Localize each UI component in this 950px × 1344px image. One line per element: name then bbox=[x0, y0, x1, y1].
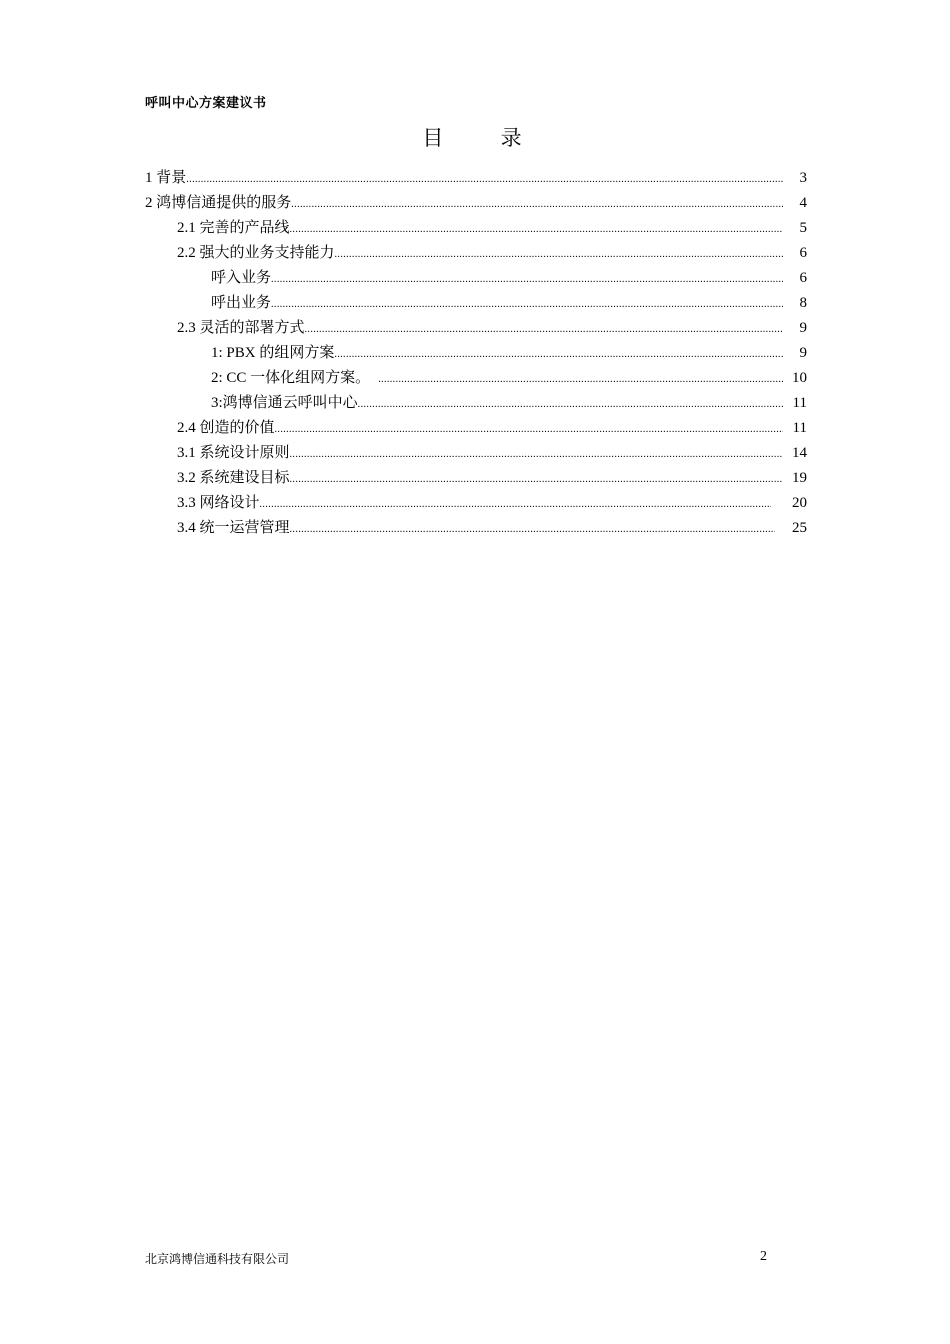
toc-entry-page: 14 bbox=[792, 445, 807, 461]
toc-entry[interactable] bbox=[145, 191, 807, 215]
toc-entry[interactable] bbox=[177, 416, 807, 440]
running-footer: 北京鸿博信通科技有限公司 bbox=[145, 1252, 290, 1266]
toc-entry-label: 3.3 网络设计 bbox=[177, 495, 260, 511]
toc-entry-page: 9 bbox=[799, 345, 807, 361]
toc-title: 目 录 bbox=[422, 126, 548, 150]
toc-entry-page: 4 bbox=[799, 195, 807, 211]
toc-leader-dots bbox=[334, 341, 783, 367]
toc-entry[interactable] bbox=[177, 441, 807, 465]
toc-leader-dots bbox=[290, 441, 783, 467]
toc-entry-label: 呼入业务 bbox=[211, 270, 272, 286]
toc-entry-page: 5 bbox=[799, 220, 807, 236]
toc-entry-page: 8 bbox=[799, 295, 807, 311]
toc-leader-dots bbox=[291, 191, 783, 217]
toc-entry-page: 9 bbox=[799, 320, 807, 336]
toc-entry[interactable] bbox=[145, 166, 807, 190]
toc-leader-dots bbox=[290, 516, 775, 542]
toc-entry-label: 2: CC 一体化组网方案。 bbox=[211, 370, 371, 386]
toc-entry[interactable] bbox=[177, 491, 807, 515]
toc-leader-dots bbox=[260, 491, 771, 517]
toc-entry[interactable] bbox=[211, 291, 807, 315]
running-header: 呼叫中心方案建议书 bbox=[145, 96, 267, 111]
toc-leader-dots bbox=[358, 391, 783, 417]
toc-entry-label: 3.1 系统设计原则 bbox=[177, 445, 290, 461]
toc-entry-page: 11 bbox=[792, 395, 807, 411]
toc-leader-dots bbox=[271, 291, 783, 317]
toc-entry[interactable] bbox=[177, 316, 807, 340]
toc-entry-label: 2 鸿博信通提供的服务 bbox=[145, 195, 292, 211]
toc-leader-dots bbox=[305, 316, 783, 342]
toc-entry-label: 1: PBX 的组网方案 bbox=[211, 345, 335, 361]
toc-entry-page: 19 bbox=[792, 470, 807, 486]
toc-leader-dots bbox=[290, 216, 783, 242]
toc-leader-dots bbox=[335, 241, 783, 267]
toc-entry[interactable] bbox=[177, 241, 807, 265]
toc-entry-label: 3.2 系统建设目标 bbox=[177, 470, 290, 486]
toc-entry[interactable] bbox=[177, 466, 807, 490]
toc-entry-page: 6 bbox=[799, 245, 807, 261]
toc-entry-label: 2.3 灵活的部署方式 bbox=[177, 320, 305, 336]
toc-entry-page: 3 bbox=[799, 170, 807, 186]
toc-leader-dots bbox=[186, 166, 783, 192]
toc-entry-page: 20 bbox=[792, 495, 807, 511]
toc-entry-label: 3.4 统一运营管理 bbox=[177, 520, 290, 536]
toc-entry-label: 1 背景 bbox=[145, 170, 187, 186]
toc-entry[interactable] bbox=[211, 341, 807, 365]
toc-leader-dots bbox=[275, 416, 783, 442]
toc-entry-page: 11 bbox=[792, 420, 807, 436]
toc-entry-page: 25 bbox=[792, 520, 807, 536]
toc-entry-page: 10 bbox=[792, 370, 807, 386]
toc-entry-label: 2.4 创造的价值 bbox=[177, 420, 275, 436]
toc-leader-dots bbox=[378, 366, 783, 392]
toc-entry-page: 6 bbox=[799, 270, 807, 286]
toc-entry[interactable] bbox=[211, 266, 807, 290]
toc-leader-dots bbox=[290, 466, 783, 492]
toc-entry[interactable] bbox=[211, 366, 807, 390]
toc-entry-label: 呼出业务 bbox=[211, 295, 272, 311]
toc-entry-label: 3:鸿博信通云呼叫中心 bbox=[211, 395, 358, 411]
toc-entry[interactable] bbox=[177, 516, 807, 540]
toc-entry-label: 2.1 完善的产品线 bbox=[177, 220, 290, 236]
page-number: 2 bbox=[760, 1249, 767, 1264]
toc-entry[interactable] bbox=[211, 391, 807, 415]
toc-entry[interactable] bbox=[177, 216, 807, 240]
toc-leader-dots bbox=[271, 266, 783, 292]
toc-entry-label: 2.2 强大的业务支持能力 bbox=[177, 245, 335, 261]
